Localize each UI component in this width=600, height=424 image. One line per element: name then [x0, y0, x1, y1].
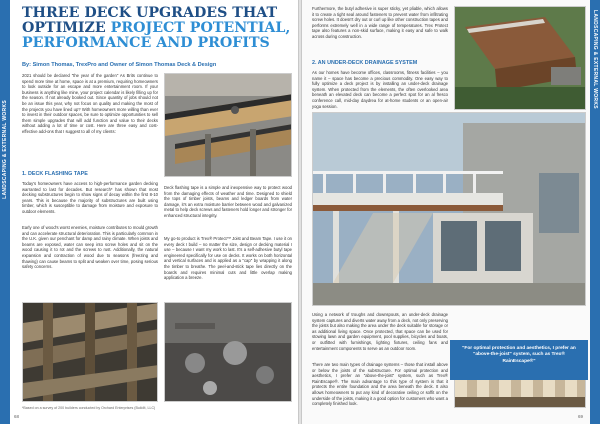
section1-paragraph1: Today's homeowners have access to high-performance garden decking warranted to last for decades. But research* has shown that most decking substructures begin to show signs of decay within the first 8-10 years. This is because the majority of substructures are built using timber, which is susceptible to damage from moisture and exposure to outdoor elements.: [22, 181, 158, 214]
article-title: [22, 6, 292, 51]
section2-heading: 2. AN UNDER-DECK DRAINAGE SYSTEM: [312, 60, 418, 66]
section-label-right: LANDSCAPING & EXTERNAL WORKS: [592, 10, 598, 109]
house-deck-photo: [312, 112, 586, 306]
footnote: *Based on a survey of 200 builders conducted by Orchard Enterprises (BuildIt, LLC): [22, 406, 156, 410]
section2-paragraph2: Using a network of troughs and downspouts, an under-deck drainage system captures and diverts water away from a deck, not only preserving the joists but also making the area under the deck suitable for storage or as additional living space. Once protected, that space can be used for stowing lawn and garden equipment, pool supplies, bicycles and boats, or outfitted with furnishings, lighting fixtures, ceiling fans and entertainment components to serve as an outdoor room.: [312, 312, 448, 351]
page-number-left: 68: [14, 414, 20, 419]
joist-tape-photo: [164, 73, 292, 177]
spread-gutter: [298, 0, 302, 424]
aerial-deck-photo: [454, 6, 586, 110]
section1-paragraph2: Early one of wood's worst enemies, moisture contributes to mould growth and can accelerate structural deterioration. This is particularly common in the U.K. given our penchant for damp and rainy climate. When joists and beams are exposed, water can seep into screw holes and sit on the wood causing it to rot and the screws to rust. Additionally, the natural expansion and contraction of wood due to seasons (freezing and thawing) can cause beams to split and weaken over time, posing serious safety concerns.: [22, 225, 158, 270]
side-tab-left: [0, 0, 10, 424]
intro-paragraph: 2021 should be declared "the year of the garden" As Brits continue to spend more time at home, space is at a premium, requiring homeowners to look outside for an escape and more entertainment room. If your business is anything like mine, your project calendar is likely filling up for the season. If not already booked out. Since quantity of jobs should not be an issue this year, why not focus on quality and making the most of the projects you have lined up? With homeowners more willing than ever to invest in their outdoor spaces, be sure to optimize opportunities to sell them simple upgrades that will add function and value to their decks without adding a lot of time or cost. Here are three easy and cost-effective add-ons that I suggest to all of my clients:: [22, 73, 158, 134]
section1-heading: 1. DECK FLASHING TAPE: [22, 171, 88, 177]
rotted-joists-photo: [22, 302, 158, 402]
rusted-screws-photo: [164, 302, 292, 402]
middle-paragraph2: My go-to product is Trex® Protect™ Joist and Beam Tape. I use it on every deck I build – no matter the size, design or decking material I use – because I want my work to last. It's a self-adhesive butyl tape engineered specifically for use on decks. It works on both horizontal and vertical surfaces and is applied as a "cap" by wrapping it along the timber to breathe. The peel-and-stick tape lies directly on the boards and requires minimal cuts and little overlap making application a breeze.: [164, 236, 292, 281]
right-paragraph1: Furthermore, the butyl adhesive is super sticky, yet pliable, which allows it to create a tight seal around fasteners to prevent water from infiltrating screw holes. It doesn't dry out or curl up like other construction tapes and performs extremely well in a wide range of temperatures. Trex Protect tape also features a non-skid surface, making it easy and safe to walk across during construction.: [312, 6, 448, 39]
section2-paragraph1: As our homes have become offices, classrooms, fitness facilities – you name it – space has become a precious commodity. One easy way to fully optimize a deck project is by installing an under-deck drainage system. When protected from the elements, the often overlooked area beneath an elevated deck can become a perfect spot for an al fresco conference call, mid-day daydrea for at-home students or an open-air yoga session.: [312, 70, 448, 109]
section-label-left: LANDSCAPING & EXTERNAL WORKS: [2, 100, 8, 199]
pull-quote: "For optimal protection and aesthetics, I prefer an "above-the-joist" system, such as Trex® RainEscape®": [450, 340, 588, 380]
title-part2: PROJECT POTENTIAL, PERFORMANCE AND PROFITS: [22, 20, 291, 51]
title-part1: THREE DECK UPGRADES THAT OPTIMIZE: [22, 5, 278, 36]
byline: By: Simon Thomas, TrexPro and Owner of Simon Thomas Deck & Design: [22, 62, 217, 68]
section2-paragraph3: There are two main types of drainage systems – those that install above or below the joists of the substructure. For optimal protection and aesthetics, I prefer an "above-the-joist" system, such as Trex® RainEscape®. The main advantage to this type of system is that it protects the entire foundation and the area beneath the deck. It also allows homeowners to put any kind of decorative ceiling or soffit on the underside of the joists, making it a good option for customers who want a completely finished look.: [312, 362, 448, 407]
middle-paragraph1: Deck flashing tape is a simple and inexpensive way to protect wood from the damaging effects of weather and time. Designed to shield the tops of timber joists, beams and ledger boards from water damage, it's an extra moisture barrier between wood and galvanized metal to help deck screws and fasteners hold longer and stronger for enhanced structural integrity.: [164, 185, 292, 218]
page-number-right: 69: [578, 414, 584, 419]
